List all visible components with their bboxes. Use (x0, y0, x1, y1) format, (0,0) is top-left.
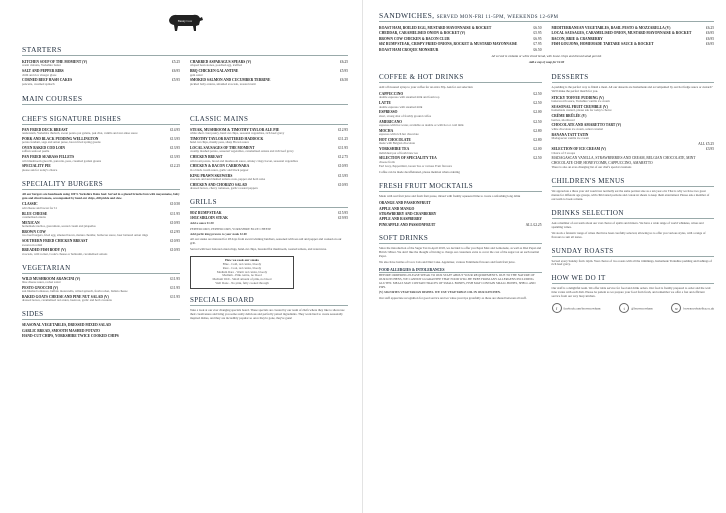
vegetarian-desc: sun blushed tomatoes, buffalo mozzarella, wilted spinach, fresh rocket, Italian cheese (22, 289, 128, 294)
starters-col-1 (22, 59, 180, 87)
mocktail-item (379, 223, 542, 227)
coffee-desc: individual pot of fresh brew tea (379, 150, 418, 155)
coffee-price: £2.50 (533, 156, 542, 161)
coffee-desc: double espresso with steamed milk and foam top (379, 95, 440, 100)
classic-name: STEAK, MUSHROOM & TIMOTHY TAYLOR ALE PIE (190, 127, 280, 132)
dessert-price (710, 123, 714, 127)
sauce-note: Add a sauce £1.50 (190, 220, 214, 225)
grill-price: £19.95 (338, 216, 348, 221)
childrens-text: We appreciate a three year old would not normally eat the same portion size as a ten year old. That is why we have two great menus for different age groups, with child sized portions and colour-in sheets to keep them entertained. Please ask a member of our team to book a menu. (551, 189, 710, 201)
grill-name: 10OZ SIRLOIN STEAK (190, 216, 228, 221)
sandwiches-title: SANDWICHES (379, 11, 433, 20)
dessert-desc: butterscotch sauce, Yorkshire vanilla ice cream (551, 99, 610, 104)
burger-desc: sweetcorn relish (22, 242, 43, 247)
steak-box-lines (194, 263, 290, 286)
mocktail-name: PINEAPPLE AND PASSIONFRUIT (379, 222, 436, 227)
coffee-price: £2.00 (533, 147, 542, 152)
burger-name: BROWN COW (22, 230, 46, 235)
classic-price: £12.75 (338, 155, 348, 160)
web-icon: w (671, 303, 681, 313)
mocktails-list (379, 201, 542, 227)
mocktail-price: ALL £2.25 (525, 222, 542, 227)
burger-name: BREADED FISH BODY (V) (22, 248, 66, 253)
grill-price: £15.95 (338, 211, 348, 216)
steak-box-line: Medium Rare - Warm red centre, bloody (216, 269, 268, 274)
brand-logo (22, 8, 348, 38)
coffee-intro: Add a flavoured syrup to your coffee for an extra 30p. Ask for our selection (379, 85, 473, 90)
starter-price: £5.95 (171, 78, 180, 83)
mocktail-price (538, 207, 542, 211)
drinks-text-1: Ask a member of our team about our vast choice of spirits and mixers. We have a wide range of world whiskies, wines and sparkling wines. (551, 220, 704, 229)
signature-name: OVEN BAKED COD LOIN (22, 146, 66, 151)
soft-drinks-heading: SOFT DRINKS (379, 231, 542, 244)
coffee-desc: made with Belgian chocolate (379, 141, 415, 146)
desserts-intro: A pudding is the perfect way to finish a meal. All our desserts are homemade and accompanied by our hot fudge sauce or custard? We'll make the perfect match for you. (551, 85, 713, 93)
signature-name: PORK AND BLACK PUDDING WELLINGTON (22, 136, 99, 141)
steak-box-title: How we cook our steaks (225, 258, 259, 263)
steak-cooking-box (190, 256, 294, 289)
sunday-roasts-text: Served every Sunday from 12pm. Your choice of two roasts with all the trimmings, homemade Yorkshire pudding and lashings of rich beef gravy. (551, 258, 712, 267)
coffee-price: £2.00 (533, 110, 542, 115)
coffee-desc: espresso with rich hot chocolate (379, 132, 419, 137)
sandwich-name: ROAST HAM, BOILED EGG, MUSTARD MAYONNAISE & ROCKET (379, 26, 492, 30)
social-row (552, 303, 715, 313)
coffee-name: HOT CHOCOLATE (379, 137, 411, 142)
coffee-name: LATTE (379, 101, 391, 106)
soft-drinks-text-2: We also have bottles of Coca Cola and Diet Coke. Appletiser, various Fentimans flavours and fresh fruit juice. (379, 259, 516, 264)
burger-desc: add cheese and bacon for £1 (22, 205, 58, 210)
sandwich-item (552, 26, 715, 30)
starters-heading: STARTERS (22, 42, 348, 56)
how-we-do-it-heading: HOW WE DO IT (552, 271, 715, 284)
mocktails-intro: Made with real fruit juice and fresh fruit puree, mixed with freshly squeezed lime to create a refreshing long drink (379, 194, 521, 199)
starter-price: £5.95 (339, 69, 348, 74)
signature-name: PAN FRIED SEABASS FILLETS (22, 155, 75, 160)
dessert-price (710, 114, 714, 118)
burgers-intro: All our burgers are handmade using 100% Yorkshire Dales beef. Served in a glazed brioche bun with mayonnaise, baby gem and sliced tomato, accompanied by hand-cut chips, dill pickle and slaw. (22, 191, 180, 200)
classic-name: CHICKEN AND CHORIZO SALAD (190, 182, 248, 187)
classic-desc: wild rosti potato, broad and mushroom sauce, smoky crispy bacon, seasonal vegetables (190, 158, 298, 163)
side-line: GARLIC BREAD, SMOOTH MASHED POTATO (22, 328, 100, 333)
signature-desc: potato fondant, sage and onion puree, bacon fried spring greens (22, 140, 101, 145)
classic-desc: dressed leaves, cherry tomatoes, garlic roasted peppers (190, 186, 258, 191)
vegetarian-heading: VEGETARIAN (22, 261, 180, 274)
service-note: Our staff appreciate recognition for good service and we value your tips gratefully as these are shared between all staff. (379, 296, 527, 301)
signature-price: £13.95 (170, 155, 180, 160)
classic-list (190, 128, 348, 191)
sandwiches-col-1 (379, 25, 542, 52)
vegetarian-desc: blue cheese sauce, rocket salad (22, 280, 61, 285)
classic-price: £12.95 (338, 127, 348, 132)
classic-price: £13.95 (338, 173, 348, 178)
dessert-name: BANANA TATT TATIN (551, 132, 589, 137)
classic-price: £11.95 (338, 146, 348, 151)
sandwich-item (379, 48, 542, 52)
sandwiches-col-2 (552, 25, 715, 52)
starter-name: KITCHEN SOUP OF THE MOMENT (V) (22, 60, 88, 64)
signature-desc: saffron seafood paella (22, 149, 50, 154)
sandwich-name: BACON, BRIE & CRANBERRY (551, 36, 603, 41)
dessert-desc: homemade custard, please ask for today's choice (551, 108, 612, 113)
website-link[interactable]: w browncowhotelbar.co.uk (671, 303, 714, 313)
signature-price: £12.25 (170, 164, 180, 169)
sandwich-item (379, 42, 542, 46)
grills-list (190, 211, 348, 221)
sandwich-item (552, 37, 715, 41)
starter-desc: chilli and rice vinegar glaze (22, 72, 57, 77)
sandwich-price: £5.95 (533, 31, 542, 36)
sandwich-name: FISH GOUJONS, HOMEMADE TARTARE SAUCE & ROCKET (551, 42, 654, 47)
veg-note: (V) SIGNIFIES VEGETARIAN DISHES. WE USE VEGETABLE OIL IN OUR KITCHEN. (379, 290, 501, 295)
coffee-list (379, 92, 542, 165)
burger-desc: avocado, wild rocket, Cook's cheese or halloumi, caramelised onions (22, 251, 108, 256)
specials-heading: SPECIALS BOARD (190, 293, 348, 306)
soup-note: Add a cup of soup for £2.00 (528, 60, 565, 65)
mains-col-1 (22, 108, 180, 339)
sandwich-price: £7.95 (533, 42, 542, 47)
coffee-price: £2.80 (533, 137, 542, 142)
vegetarian-price: £11.95 (170, 285, 180, 290)
burger-price: £10.95 (170, 239, 180, 244)
classic-price: £10.95 (338, 182, 348, 187)
sandwich-name: BROWN COW CHICKEN & BACON CLUB (379, 36, 450, 41)
classic-heading: CLASSIC MAINS (190, 112, 348, 125)
sandwiches-note: All served in ciabatta or white sliced bread, with house crisps and dressed salad garnish (491, 54, 602, 59)
sandwich-price: £6.50 (533, 47, 542, 52)
coffee-price: £2.50 (533, 91, 542, 96)
classic-name: TIMOTHY TAYLOR BATTERED HADDOCK (190, 136, 264, 141)
allergy-text: BEFORE ORDERING PLEASE SPEAK TO OUR STAFF ABOUT YOUR REQUIREMENTS. DUE TO THE NATURE OF OUR KITCHENS, WE CANNOT GUARANTEE THAT FOOD WILL BE FREE FROM ANY ALLERGENS INCLUDING GLUTEN. MEALS MAY CONTAIN TRACES OF SMALL BONES, FISH MAY CONTAIN SMALL BONES, SHELL AND PIPS. (379, 272, 536, 289)
signature-desc: please ask for today's choice (22, 167, 58, 172)
mocktail-item (379, 217, 542, 221)
sandwiches-section (379, 25, 714, 52)
how-we-do-it-text: Our staff is a delightful team. We offer table service for food and drink orders. Our food is freshly prepared to order and the wait time varies with each dish. Please be patient as we prepare your food from fresh, and remember we offer a fast and efficient service from our very busy kitchen. (551, 286, 711, 299)
vegetarian-name: PESTO GNOCCHI (V) (22, 285, 59, 290)
signature-desc: tenderstem, Yorkshire rhubarb, sweet potato pot galette, pak choi, vanilla and star anise sauce (22, 131, 138, 136)
mocktail-price (538, 201, 542, 205)
classic-desc: in a black cream sauce, garlic and black pepper (190, 167, 249, 172)
desserts-price: ALL £5.25 (698, 141, 714, 146)
starter-desc: crisped bean stones, poached egg, truffled (190, 63, 242, 68)
coffee-name: MOCHA (379, 128, 394, 133)
classic-name: KING PRAWN SKEWERS (190, 173, 233, 178)
facebook-icon: f (552, 303, 562, 313)
classic-price: £10.95 (338, 164, 348, 169)
burger-price: £10.95 (170, 220, 180, 225)
burgers-heading: SPECIALITY BURGERS (22, 177, 180, 190)
signature-price: £13.95 (170, 136, 180, 141)
coffee-name: ESPRESSO (379, 110, 398, 115)
burger-desc: two beef burgers, fried egg, smoked bacon, mature cheddar, barbecue sauce, beer battered onion rings (22, 233, 149, 238)
coffee-name: YORKSHIRE TEA (379, 147, 410, 152)
ice-cream-flavours: MADAGASCAN VANILLA, STRAWBERRIES AND CREAM, BELGIAN CHOCOLATE, MINT CHOCOLATE CHIP, HONEYCOMB, CAPPUCCINO, AMARETTO (551, 156, 696, 165)
allergy-heading: FOOD ALLERGIES & INTOLERANCES (379, 268, 542, 273)
signature-price: £14.95 (170, 127, 180, 132)
steak-box-line: Rare - Cool, red centre, bloody (222, 265, 262, 270)
coffee-price: £2.50 (533, 119, 542, 124)
burger-desc: caramelised onions (22, 215, 46, 220)
mocktail-name: STRAWBERRY AND CRANBERRY (379, 211, 437, 216)
signature-desc: wild mushroom gnocchi, pancetta, peas, creamed garden greens (22, 158, 102, 163)
signature-list (22, 128, 180, 173)
ice-cream-price: £3.95 (705, 147, 714, 152)
sandwich-item (379, 31, 542, 35)
vegetarian-name: BAKED GOATS CHEESE AND PINE NUT SALAD (V) (22, 295, 109, 300)
steak-box-line: Medium - Pink centre, no blood (222, 273, 262, 278)
coffee-heading: COFFEE & HOT DRINKS (379, 70, 542, 83)
coffee-desc: double espresso with steamed milk (379, 104, 423, 109)
vegetarian-price: £11.95 (170, 295, 180, 300)
logo-text: Bunny Cow (177, 19, 193, 23)
right-col-2 (552, 66, 715, 313)
childrens-heading: CHILDREN'S MENUS (552, 174, 715, 187)
steak-box-line: Blue - Cold, red centre, bloody (222, 261, 262, 266)
mains-col-2 (190, 108, 348, 339)
steak-note-1: All our steaks are matured for 28 days from award winning butchers, seasoned with sea salt and pepper and cooked on our grill. (190, 237, 342, 246)
vegetarian-name: WILD MUSHROOM ARANCINI (V) (22, 276, 81, 281)
sides-heading: SIDES (22, 307, 180, 320)
desserts-heading: DESSERTS (552, 70, 715, 83)
sandwich-price: £6.50 (533, 26, 542, 30)
coffee-name: AMERICANO (379, 119, 402, 124)
signature-name: SPECIALITY PIE (22, 164, 51, 169)
mocktail-price (538, 212, 542, 216)
starter-name: BBQ CHICKEN GALANTINE (190, 69, 239, 74)
tea-choices: Earl Grey, Peppermint, Green Tea or various Fruit flavours (379, 163, 452, 168)
steak-note-2: Served with beer battered onion rings, hand-cut chips, breaded flat mushroom, roasted tomato, and watercress. (190, 247, 327, 252)
coffee-price: £2.80 (533, 128, 542, 133)
signature-name: PAN FRIED DUCK BREAST (22, 127, 68, 132)
burger-price: £10.95 (170, 248, 180, 253)
burger-price: £11.95 (170, 211, 180, 216)
soft-drinks-text-1: Since the introduction of the Sugar Tax in April 2018, we decided to offer you Pepsi Max and Lemonade, as well as Diet Pepsi and Britvic Mixer. We don't like the thought of having to charge our customers extra to cover the cost of the sugar tax on such normal Pepsi. (379, 246, 542, 259)
twitter-icon: t (619, 303, 629, 313)
sandwich-item (552, 42, 715, 46)
right-page (363, 0, 726, 513)
starter-price: £5.25 (171, 60, 180, 64)
mocktail-name: APPLE AND MANGO (379, 206, 415, 211)
mocktail-item (379, 212, 542, 216)
starter-name: CHARRED ASPARAGUS SPEARS (V) (190, 60, 252, 64)
sandwich-price: £6.95 (705, 31, 714, 36)
coffee-price: £2.50 (533, 101, 542, 106)
dessert-price (710, 105, 714, 109)
classic-price: £11.25 (338, 136, 348, 141)
starter-desc: warm ciabatta, Yorkshire butter (22, 63, 61, 68)
burger-name: CLASSIC (22, 202, 38, 207)
sandwich-price: £6.95 (705, 36, 714, 41)
starters-section (22, 59, 348, 87)
dessert-name: SEASONAL FRUIT CRUMBLE (V) (551, 105, 608, 110)
vegetarian-list (22, 277, 180, 304)
sandwich-name: 60Z RUMP STEAK, CRISPY FRIED ONIONS, ROCKET & MUSTARD MAYONNAISE (379, 42, 518, 47)
mocktail-item (379, 207, 542, 211)
grills-heading: GRILLS (190, 195, 348, 208)
burgers-list (22, 202, 180, 256)
classic-name: CHICKEN & BACON CARBONARA (190, 164, 250, 169)
dessert-name: STICKY TOFFEE PUDDING (V) (551, 95, 604, 100)
mocktail-item (379, 201, 542, 205)
drinks-text-2: We stock a fantastic range of wines that have been carefully selected, allowing us to offer you various styles, with a range of flavours to suit all tastes. (551, 230, 706, 239)
dessert-price (710, 133, 714, 137)
grill-name: 8OZ RUMP STEAK (190, 211, 222, 216)
starter-price: £6.95 (171, 69, 180, 74)
starter-name: SALT AND PEPPER RIBS (22, 69, 64, 74)
vegetarian-desc: dressed leaves, caramelised red onion, beetroot, garlic and herb croutons (22, 298, 112, 303)
burger-price: £12.95 (170, 230, 180, 235)
burger-name: MEXICAN (22, 220, 40, 225)
sandwich-name: ROAST HAM CROQUE MONSIEUR (379, 47, 439, 52)
side-line: HAND-CUT CHIPS, YORKSHIRE TWICE COOKED CHIPS (22, 334, 119, 339)
sandwiches-heading: SANDWICHES, SERVED MON-FRI 11-5PM, WEEKENDS 12-6PM (379, 8, 714, 22)
classic-desc: avocado and sun blushed tomato cous, pepper and herb salsa (190, 177, 266, 182)
main-courses-heading: MAIN COURSES (22, 91, 348, 105)
ice-cream-name: SELECTION OF ICE CREAM (V) (551, 147, 606, 152)
starter-price: £6.25 (339, 60, 348, 64)
classic-name: CHICKEN BREAST (190, 155, 223, 160)
burger-name: SOUTHERN FRIED CHICKEN BREAST (22, 239, 88, 244)
dessert-name: CHOCOLATE AND AMARETTO TART (V) (551, 123, 622, 128)
desserts-extra: There is also an ever-changing list of our chef's special creations (551, 165, 632, 170)
sandwich-item (379, 37, 542, 41)
right-lower-section (379, 66, 714, 313)
sandwich-price: £6.95 (705, 42, 714, 47)
facebook-link[interactable]: f facebook.com/browncowhxm (552, 303, 601, 313)
starter-name: SMOKED SALMON AND CUCUMBER TERRINE (190, 78, 271, 83)
decaf-note: Coffee can be made decaffeinated, please mention when ordering (379, 170, 460, 175)
dessert-desc: Madagascan vanilla ice cream (551, 136, 589, 141)
mains-section (22, 108, 348, 339)
sandwiches-served: SERVED MON-FRI 11-5PM, WEEKENDS 12-6PM (436, 15, 559, 20)
starter-desc: pancetta, creamed spinach (22, 81, 55, 86)
classic-desc: hand cut chips, mushy peas, sharp Brown sauce (190, 140, 250, 145)
starters-col-2 (190, 59, 348, 87)
specials-text: Take a look at our ever changing specials board. These specials are created by our team of chefs where they like to showcase their creativeness and bring you some really delicious and perfectly paired ingredients. They work hard to create seasonally inspired dishes, and they are incredibly popular so once they're gone, they're gone! (190, 307, 345, 320)
vegetarian-price: £11.95 (170, 276, 180, 281)
classic-name: LOCAL SAUSAGES OF THE MOMENT (190, 146, 255, 151)
burger-price: £10.50 (170, 202, 180, 207)
dessert-desc: berries, shortbread (551, 117, 575, 122)
coffee-name: SELECTION OF SPECIALITY TEA (379, 156, 437, 161)
drinks-heading: DRINKS SELECTION (552, 206, 715, 219)
sides-list (22, 323, 180, 338)
burger-desc: homemade nachos, guacamole, soured cream and jalapeños (22, 224, 96, 229)
mocktail-price (538, 217, 542, 221)
sauce-list: PEPPERCORN, PEPPERCORN, YORKSHIRE BLUE CHEESE (190, 226, 272, 231)
signature-heading: CHEF'S SIGNATURE DISHES (22, 112, 180, 125)
dessert-price (710, 96, 714, 100)
mocktail-name: APPLE AND RASPBERRY (379, 217, 423, 222)
coffee-desc: choose from: (379, 159, 396, 164)
sandwich-item (552, 31, 715, 35)
sandwich-price: £6.95 (533, 36, 542, 41)
sandwich-name: MEDITERRANEAN VEGETABLES, BASIL PESTO & MOZZARELLA (V) (551, 26, 671, 30)
sandwich-price: £6.25 (705, 26, 714, 30)
steak-box-line: Well Done - No pink, fully cooked through (215, 280, 269, 285)
starter-price: £6.50 (339, 78, 348, 83)
sandwich-name: LOCAL SAUSAGES, CARAMELISED ONION, MUSTARD MAYONNAISE & ROCKET (551, 31, 692, 36)
grill-item (190, 211, 348, 215)
ice-cream-desc: Choice of 3 scoops (551, 150, 576, 155)
mocktails-heading: FRESH FRUIT MOCKTAILS (379, 179, 542, 192)
classic-desc: white short crust pastry, hand cut chips, seasonal vegetables, rich beef gravy (190, 131, 285, 136)
sandwich-name: CHEDDAR, CARAMELISED ONION & ROCKET (V) (379, 31, 466, 36)
steak-box-line: Medium Well - Small amount of pink, no blood (212, 277, 272, 282)
starter-desc: gem salad (190, 72, 203, 77)
garlic-note: Add garlic king prawns to your steak £2.00 (190, 231, 247, 236)
starter-desc: pickled baby onions, smashed avocado, toasted rustic (190, 81, 257, 86)
side-line: SEASONAL VEGETABLES, DRESSED MIXED SALAD (22, 323, 111, 328)
dessert-desc: white chocolate ice cream, salted caramel (551, 126, 604, 131)
sunday-roasts-heading: SUNDAY ROASTS (552, 244, 715, 257)
starter-name: CORNED BEEF HASH CAKES (22, 78, 73, 83)
sandwich-item (379, 26, 542, 30)
coffee-desc: espresso with hot water, available as double or with hot or cold milk (379, 122, 464, 127)
classic-desc: creamy mashed potato, seasonal vegetables, caramelised onions and rich beef gravy (190, 149, 294, 154)
twitter-link[interactable]: t @browncowhxm (619, 303, 652, 313)
cow-logo-icon (163, 8, 207, 34)
right-col-1 (379, 66, 542, 313)
mocktail-name: ORANGE AND PASSIONFRUIT (379, 201, 431, 206)
coffee-desc: short, strong shot of freshly ground coffee (379, 113, 432, 118)
desserts-list (552, 96, 715, 141)
signature-price: £13.95 (170, 146, 180, 151)
dessert-name: CRÈME BRÛLÉE (V) (551, 114, 587, 119)
burger-name: BLUE CHEESE (22, 211, 48, 216)
coffee-name: CAPPUCCINO (379, 91, 404, 96)
